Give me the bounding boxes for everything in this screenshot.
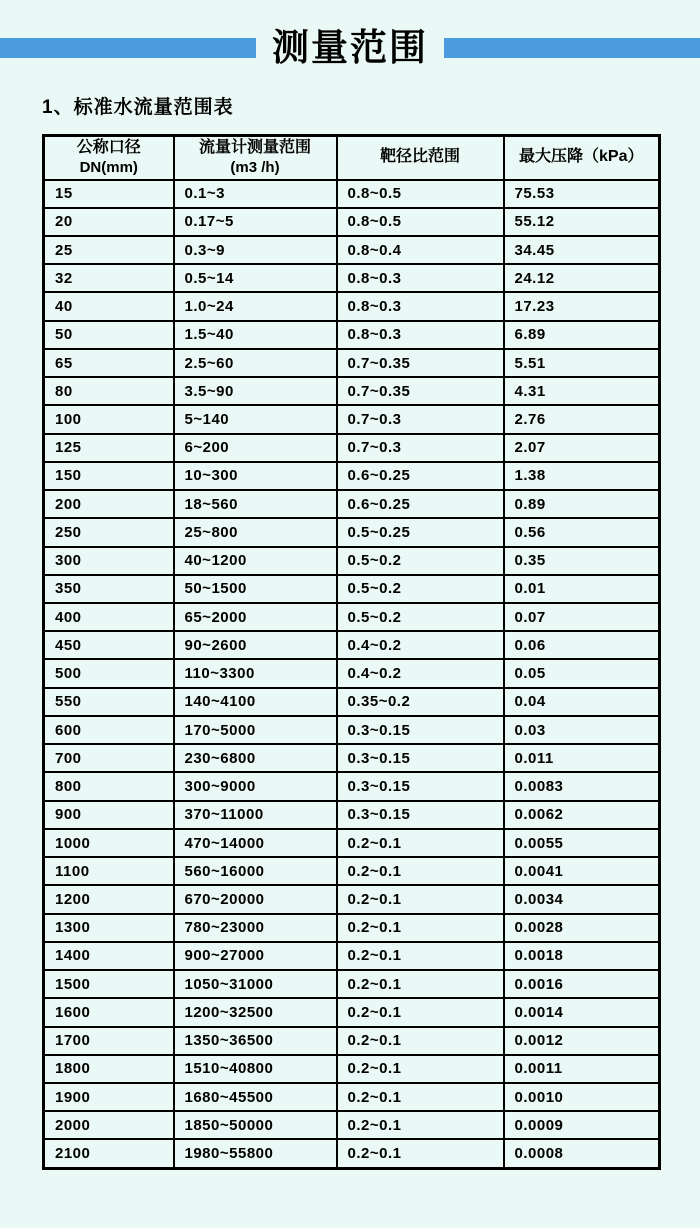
cell-flow-range: 1850~50000	[174, 1111, 337, 1139]
flow-range-table	[42, 134, 661, 1170]
col-header-max-pressure-drop	[504, 136, 660, 180]
cell-nominal-diameter: 200	[44, 490, 174, 518]
cell-nominal-diameter: 1300	[44, 914, 174, 942]
cell-flow-range: 1980~55800	[174, 1139, 337, 1168]
table-row	[44, 829, 660, 857]
cell-target-ratio: 0.2~0.1	[337, 829, 504, 857]
cell-flow-range: 40~1200	[174, 547, 337, 575]
cell-target-ratio: 0.8~0.3	[337, 321, 504, 349]
cell-flow-range: 110~3300	[174, 659, 337, 687]
col-header-line1: 靶径比范围	[379, 148, 460, 166]
table-row	[44, 575, 660, 603]
cell-nominal-diameter: 1800	[44, 1055, 174, 1083]
cell-target-ratio: 0.2~0.1	[337, 914, 504, 942]
table-row	[44, 716, 660, 744]
cell-target-ratio: 0.5~0.2	[337, 575, 504, 603]
cell-nominal-diameter: 1900	[44, 1083, 174, 1111]
cell-flow-range: 0.3~9	[174, 236, 337, 264]
col-header-line1: 公称口径	[76, 138, 141, 156]
cell-nominal-diameter: 1200	[44, 885, 174, 913]
table-row	[44, 1055, 660, 1083]
table-row	[44, 377, 660, 405]
cell-max-pressure-drop: 0.56	[504, 518, 660, 546]
cell-flow-range: 900~27000	[174, 942, 337, 970]
cell-target-ratio: 0.3~0.15	[337, 801, 504, 829]
cell-flow-range: 470~14000	[174, 829, 337, 857]
cell-max-pressure-drop: 0.04	[504, 688, 660, 716]
cell-max-pressure-drop: 0.0034	[504, 885, 660, 913]
cell-nominal-diameter: 32	[44, 264, 174, 292]
cell-max-pressure-drop: 55.12	[504, 208, 660, 236]
cell-nominal-diameter: 1500	[44, 970, 174, 998]
cell-nominal-diameter: 150	[44, 462, 174, 490]
table-row	[44, 857, 660, 885]
cell-flow-range: 18~560	[174, 490, 337, 518]
cell-max-pressure-drop: 5.51	[504, 349, 660, 377]
table-header	[44, 136, 660, 180]
cell-target-ratio: 0.2~0.1	[337, 885, 504, 913]
cell-max-pressure-drop: 0.0009	[504, 1111, 660, 1139]
col-header-nominal-diameter	[44, 136, 174, 180]
cell-flow-range: 90~2600	[174, 631, 337, 659]
cell-nominal-diameter: 100	[44, 405, 174, 433]
cell-nominal-diameter: 1700	[44, 1027, 174, 1055]
table-row	[44, 885, 660, 913]
cell-target-ratio: 0.8~0.3	[337, 264, 504, 292]
cell-flow-range: 50~1500	[174, 575, 337, 603]
table-row	[44, 688, 660, 716]
cell-flow-range: 3.5~90	[174, 377, 337, 405]
cell-max-pressure-drop: 0.03	[504, 716, 660, 744]
cell-nominal-diameter: 2000	[44, 1111, 174, 1139]
cell-nominal-diameter: 2100	[44, 1139, 174, 1168]
table-row	[44, 490, 660, 518]
col-header-line1: 最大压降（kPa）	[519, 148, 644, 166]
cell-nominal-diameter: 25	[44, 236, 174, 264]
cell-target-ratio: 0.8~0.4	[337, 236, 504, 264]
cell-nominal-diameter: 250	[44, 518, 174, 546]
cell-target-ratio: 0.7~0.35	[337, 377, 504, 405]
cell-nominal-diameter: 450	[44, 631, 174, 659]
cell-max-pressure-drop: 0.0055	[504, 829, 660, 857]
cell-target-ratio: 0.2~0.1	[337, 1027, 504, 1055]
cell-target-ratio: 0.6~0.25	[337, 462, 504, 490]
table-header-row	[44, 136, 660, 180]
cell-flow-range: 6~200	[174, 434, 337, 462]
cell-max-pressure-drop: 0.06	[504, 631, 660, 659]
cell-target-ratio: 0.4~0.2	[337, 631, 504, 659]
cell-target-ratio: 0.2~0.1	[337, 998, 504, 1026]
table-row	[44, 462, 660, 490]
cell-nominal-diameter: 1400	[44, 942, 174, 970]
banner-bar-left	[0, 38, 256, 58]
table-row	[44, 236, 660, 264]
table-row	[44, 744, 660, 772]
table-row	[44, 942, 660, 970]
cell-target-ratio: 0.2~0.1	[337, 857, 504, 885]
table-row	[44, 659, 660, 687]
table-row	[44, 434, 660, 462]
cell-target-ratio: 0.2~0.1	[337, 1055, 504, 1083]
cell-max-pressure-drop: 0.35	[504, 547, 660, 575]
table-row	[44, 914, 660, 942]
cell-target-ratio: 0.3~0.15	[337, 744, 504, 772]
cell-nominal-diameter: 15	[44, 180, 174, 208]
cell-nominal-diameter: 700	[44, 744, 174, 772]
cell-target-ratio: 0.7~0.3	[337, 434, 504, 462]
cell-max-pressure-drop: 0.0018	[504, 942, 660, 970]
cell-max-pressure-drop: 34.45	[504, 236, 660, 264]
cell-max-pressure-drop: 6.89	[504, 321, 660, 349]
cell-target-ratio: 0.8~0.5	[337, 208, 504, 236]
cell-flow-range: 1350~36500	[174, 1027, 337, 1055]
cell-max-pressure-drop: 17.23	[504, 292, 660, 320]
cell-max-pressure-drop: 0.011	[504, 744, 660, 772]
section-subtitle: 1、标准水流量范围表	[42, 97, 234, 118]
cell-flow-range: 1510~40800	[174, 1055, 337, 1083]
cell-nominal-diameter: 65	[44, 349, 174, 377]
cell-max-pressure-drop: 0.07	[504, 603, 660, 631]
cell-flow-range: 670~20000	[174, 885, 337, 913]
cell-flow-range: 560~16000	[174, 857, 337, 885]
cell-target-ratio: 0.3~0.15	[337, 772, 504, 800]
cell-target-ratio: 0.35~0.2	[337, 688, 504, 716]
cell-nominal-diameter: 50	[44, 321, 174, 349]
table-row	[44, 547, 660, 575]
cell-max-pressure-drop: 0.0083	[504, 772, 660, 800]
cell-target-ratio: 0.2~0.1	[337, 1083, 504, 1111]
cell-target-ratio: 0.5~0.2	[337, 547, 504, 575]
cell-flow-range: 0.17~5	[174, 208, 337, 236]
cell-flow-range: 140~4100	[174, 688, 337, 716]
title-banner	[0, 28, 700, 68]
table-body	[44, 180, 660, 1169]
cell-flow-range: 1200~32500	[174, 998, 337, 1026]
cell-max-pressure-drop: 1.38	[504, 462, 660, 490]
cell-nominal-diameter: 400	[44, 603, 174, 631]
cell-max-pressure-drop: 0.89	[504, 490, 660, 518]
cell-flow-range: 780~23000	[174, 914, 337, 942]
cell-max-pressure-drop: 0.05	[504, 659, 660, 687]
cell-nominal-diameter: 20	[44, 208, 174, 236]
table-row	[44, 998, 660, 1026]
cell-nominal-diameter: 80	[44, 377, 174, 405]
table-row	[44, 292, 660, 320]
banner-bar-right	[444, 38, 700, 58]
table-row	[44, 1027, 660, 1055]
table-row	[44, 208, 660, 236]
cell-flow-range: 300~9000	[174, 772, 337, 800]
cell-max-pressure-drop: 2.07	[504, 434, 660, 462]
cell-flow-range: 5~140	[174, 405, 337, 433]
cell-flow-range: 65~2000	[174, 603, 337, 631]
table-row	[44, 603, 660, 631]
col-header-target-ratio	[337, 136, 504, 180]
table-row	[44, 321, 660, 349]
cell-flow-range: 25~800	[174, 518, 337, 546]
cell-max-pressure-drop: 0.01	[504, 575, 660, 603]
table-row	[44, 180, 660, 208]
cell-max-pressure-drop: 75.53	[504, 180, 660, 208]
cell-flow-range: 230~6800	[174, 744, 337, 772]
cell-nominal-diameter: 550	[44, 688, 174, 716]
cell-max-pressure-drop: 0.0062	[504, 801, 660, 829]
cell-nominal-diameter: 300	[44, 547, 174, 575]
cell-target-ratio: 0.2~0.1	[337, 1139, 504, 1168]
col-header-line2: (m3 /h)	[230, 159, 280, 177]
cell-max-pressure-drop: 4.31	[504, 377, 660, 405]
cell-target-ratio: 0.2~0.1	[337, 970, 504, 998]
cell-max-pressure-drop: 0.0014	[504, 998, 660, 1026]
table-row	[44, 264, 660, 292]
cell-max-pressure-drop: 0.0041	[504, 857, 660, 885]
table-row	[44, 349, 660, 377]
table-row	[44, 405, 660, 433]
cell-target-ratio: 0.2~0.1	[337, 942, 504, 970]
cell-max-pressure-drop: 0.0011	[504, 1055, 660, 1083]
table-row	[44, 772, 660, 800]
cell-target-ratio: 0.6~0.25	[337, 490, 504, 518]
page-title: 测量范围	[272, 27, 428, 68]
cell-flow-range: 170~5000	[174, 716, 337, 744]
cell-nominal-diameter: 900	[44, 801, 174, 829]
cell-target-ratio: 0.4~0.2	[337, 659, 504, 687]
table-row	[44, 1083, 660, 1111]
col-header-line2: DN(mm)	[79, 159, 138, 177]
cell-nominal-diameter: 600	[44, 716, 174, 744]
cell-target-ratio: 0.5~0.25	[337, 518, 504, 546]
cell-max-pressure-drop: 24.12	[504, 264, 660, 292]
cell-flow-range: 0.5~14	[174, 264, 337, 292]
cell-nominal-diameter: 800	[44, 772, 174, 800]
cell-max-pressure-drop: 0.0008	[504, 1139, 660, 1168]
cell-nominal-diameter: 40	[44, 292, 174, 320]
cell-target-ratio: 0.7~0.35	[337, 349, 504, 377]
cell-max-pressure-drop: 0.0012	[504, 1027, 660, 1055]
cell-target-ratio: 0.7~0.3	[337, 405, 504, 433]
table-row	[44, 518, 660, 546]
cell-nominal-diameter: 1100	[44, 857, 174, 885]
table-row	[44, 801, 660, 829]
table-row	[44, 1139, 660, 1168]
cell-max-pressure-drop: 0.0010	[504, 1083, 660, 1111]
col-header-flow-range	[174, 136, 337, 180]
table-row	[44, 1111, 660, 1139]
cell-flow-range: 1680~45500	[174, 1083, 337, 1111]
cell-flow-range: 0.1~3	[174, 180, 337, 208]
cell-flow-range: 1.5~40	[174, 321, 337, 349]
cell-max-pressure-drop: 0.0016	[504, 970, 660, 998]
cell-target-ratio: 0.8~0.3	[337, 292, 504, 320]
cell-nominal-diameter: 500	[44, 659, 174, 687]
cell-flow-range: 10~300	[174, 462, 337, 490]
cell-flow-range: 2.5~60	[174, 349, 337, 377]
table-row	[44, 970, 660, 998]
cell-nominal-diameter: 1600	[44, 998, 174, 1026]
cell-flow-range: 370~11000	[174, 801, 337, 829]
cell-flow-range: 1050~31000	[174, 970, 337, 998]
cell-target-ratio: 0.5~0.2	[337, 603, 504, 631]
cell-nominal-diameter: 125	[44, 434, 174, 462]
cell-flow-range: 1.0~24	[174, 292, 337, 320]
cell-target-ratio: 0.8~0.5	[337, 180, 504, 208]
table-row	[44, 631, 660, 659]
cell-target-ratio: 0.2~0.1	[337, 1111, 504, 1139]
cell-max-pressure-drop: 0.0028	[504, 914, 660, 942]
cell-nominal-diameter: 1000	[44, 829, 174, 857]
cell-nominal-diameter: 350	[44, 575, 174, 603]
cell-target-ratio: 0.3~0.15	[337, 716, 504, 744]
cell-max-pressure-drop: 2.76	[504, 405, 660, 433]
col-header-line1: 流量计测量范围	[198, 138, 311, 156]
